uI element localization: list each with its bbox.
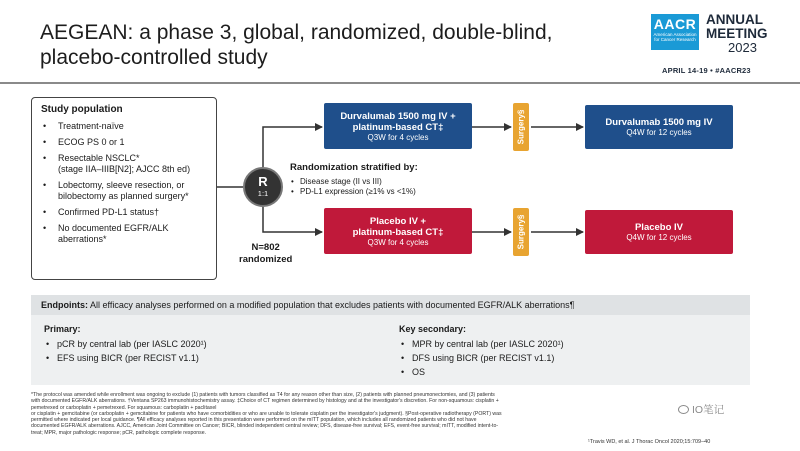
meeting-year: 2023 [728, 40, 757, 55]
randomization-to-durva-arrow [263, 127, 322, 167]
randomization-ratio: 1:1 [257, 189, 269, 198]
placebo-adjuvant-box [585, 210, 733, 254]
durvalumab-neoadjuvant-box [324, 103, 472, 149]
population-item: • Lobectomy, sleeve resection, or bilobectomy as planned surgery* [41, 180, 207, 202]
slide-title-line1: AEGEAN: a phase 3, global, randomized, double-blind, [40, 21, 553, 44]
wechat-icon [678, 405, 689, 414]
endpoints-header [31, 295, 750, 315]
footnote-line: treat; MPR, major pathologic response; pCR, pathologic complete response. [31, 429, 207, 436]
endpoints-box [31, 295, 750, 385]
secondary-endpoints [399, 323, 564, 380]
stratification-block [290, 163, 418, 198]
meeting-text: MEETING [706, 26, 768, 41]
study-population-box [31, 97, 217, 280]
primary-endpoint-item: • EFS using BICR (per RECIST v1.1) [44, 352, 207, 365]
meeting-dates: APRIL 14-19 • #AACR23 [662, 66, 751, 75]
placebo-surgery-bar [513, 208, 529, 256]
durva-neo-line1: Durvalumab 1500 mg IV + [340, 111, 456, 122]
placebo-adj-line1: Placebo IV [634, 222, 684, 233]
stratification-item: • Disease stage (II vs III) [290, 177, 418, 188]
slide-title-line2: placebo-controlled study [40, 46, 268, 69]
durva-neo-schedule: Q3W for 4 cycles [367, 133, 429, 142]
population-item: • ECOG PS 0 or 1 [41, 137, 207, 148]
durva-surgery-bar [513, 103, 529, 151]
randomized-label: randomized [239, 254, 293, 265]
randomization-symbol: R [258, 174, 268, 189]
population-item: • Resectable NSCLC* (stage IIA–IIIB[N2]; AJCC 8th ed) [41, 153, 207, 175]
stratification-title: Randomization stratified by: [290, 162, 418, 173]
placebo-adj-schedule: Q4W for 12 cycles [626, 233, 692, 242]
population-item: • Treatment-naïve [41, 121, 207, 132]
durvalumab-adjuvant-box [585, 105, 733, 149]
aacr-logo-subtext: American Association for Cancer Research [653, 32, 697, 42]
placebo-neo-schedule: Q3W for 4 cycles [367, 238, 429, 247]
placebo-neo-line2: platinum-based CT‡ [352, 227, 444, 238]
footnote-line: pemetrexed or carboplatin + pemetrexed. For squamous: carboplatin + paclitaxel [31, 404, 217, 411]
endpoints-description: All efficacy analyses performed on a modified population that excludes patients with documented EGFR/ALK aberrations¶ [90, 300, 575, 310]
footnote-line: permitted where indicated per local guidance. ¶All efficacy analyses reported in this presentation were performed on the mITT population, which includes all randomized patients who did not have [31, 417, 477, 424]
primary-endpoints [44, 323, 207, 366]
watermark-text: IO笔记 [692, 404, 725, 416]
secondary-endpoint-item: • OS [399, 366, 564, 379]
randomization-to-placebo-arrow [263, 207, 322, 232]
annual-text: ANNUAL [706, 12, 763, 27]
secondary-endpoint-item: • DFS using BICR (per RECIST v1.1) [399, 352, 564, 365]
citation: ¹Travis WD, et al. J Thorac Oncol 2020;15:709–40 [588, 439, 711, 445]
randomized-n: N=802 [251, 242, 280, 253]
surgery-label: Surgery§ [516, 214, 526, 250]
footnote-line: or cisplatin + gemcitabine (or carboplatin + gemcitabine for patients who have comorbidities or who are unable to tolerate cisplatin per the investigator's judgment). §Post-operative radiotherapy (PORT) was [31, 410, 502, 417]
secondary-endpoint-item: • MPR by central lab (per IASLC 2020¹) [399, 338, 564, 351]
randomization-circle [243, 167, 283, 207]
footnotes [31, 392, 631, 436]
secondary-endpoints-title: Key secondary: [399, 324, 467, 334]
durva-neo-line2: platinum-based CT‡ [352, 122, 444, 133]
endpoints-label: Endpoints: [41, 300, 88, 310]
study-population-list [41, 121, 207, 245]
placebo-neo-line1: Placebo IV + [369, 216, 427, 227]
primary-endpoints-title: Primary: [44, 324, 81, 334]
footnote-line: documented EGFR/ALK aberrations. AJCC, American Joint Committee on Cancer; BICR, blinded independent central review; DFS, disease-free survival; EFS, event-free survival; mITT, modified intent-to- [31, 423, 499, 430]
stratification-list [290, 177, 418, 198]
watermark [678, 402, 724, 417]
footnote-line: with documented EGFR/ALK aberrations. †Ventana SP263 immunohistochemistry assay. ‡Choice of CT regimen determined by histology and at the investigator's discretion. For non-squamous: cisplatin + [31, 398, 499, 405]
stratification-item: • PD-L1 expression (≥1% vs <1%) [290, 187, 418, 198]
surgery-label: Surgery§ [516, 109, 526, 145]
primary-endpoint-item: • pCR by central lab (per IASLC 2020¹) [44, 338, 207, 351]
population-item: • No documented EGFR/ALK aberrations* [41, 223, 207, 245]
footnote-line: *The protocol was amended while enrollment was ongoing to exclude (1) patients with tumors classified as T4 for any reason other than size, (2) patients with planned pneumonectomies, and (3) patients [31, 392, 495, 398]
randomized-count [239, 242, 292, 266]
durva-adj-schedule: Q4W for 12 cycles [626, 128, 692, 137]
study-population-title: Study population [41, 104, 123, 115]
aacr-logo-text: AACR [653, 16, 697, 32]
placebo-neoadjuvant-box [324, 208, 472, 254]
population-item: • Confirmed PD-L1 status† [41, 207, 207, 218]
durva-adj-line1: Durvalumab 1500 mg IV [605, 117, 713, 128]
